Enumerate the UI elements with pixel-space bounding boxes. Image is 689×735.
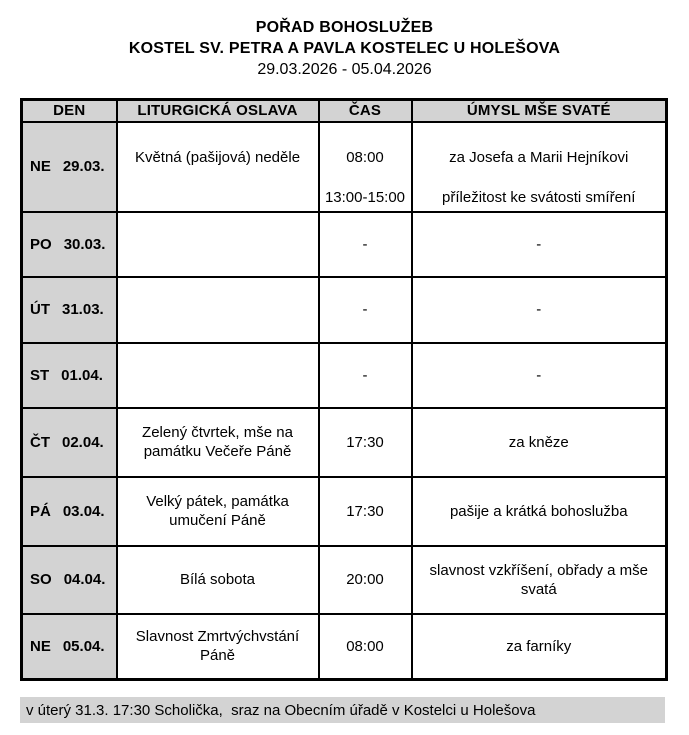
day-cell [22,343,117,408]
column-header-time: ČAS [319,100,412,122]
column-header-day: DEN [22,100,117,122]
day-abbr: SO [30,571,52,588]
intention-entry: příležitost ke svátosti smíření [442,188,636,206]
intention-cell: za farníky [412,614,667,680]
table-row-st-0104 [22,343,667,408]
day-cell [22,477,117,546]
table-row-ut-3103 [22,277,667,343]
time-entry: 13:00-15:00 [324,188,406,206]
table-row-ct-0204 [22,408,667,477]
day-date: 04.04. [63,571,106,588]
celebration-cell: Bílá sobota [117,546,319,614]
intention-entry: za Josefa a Marii Hejníkovi [449,148,629,166]
celebration-cell [117,122,319,212]
day-cell [22,408,117,477]
schedule-table [20,98,668,681]
time-cell: - [319,277,412,343]
document-header [0,0,689,80]
intention-cell: - [412,277,667,343]
celebration-cell: Zelený čtvrtek, mše na památku Večeře Páně [117,408,319,477]
time-cell: 08:00 [319,614,412,680]
celebration-cell [117,277,319,343]
day-cell [22,212,117,277]
day-abbr: ČT [30,433,50,451]
footer-note: v úterý 31.3. 17:30 Scholička, sraz na Obecním úřadě v Kostelci u Holešova [20,697,665,723]
day-date: 29.03. [62,158,105,175]
intention-cell [412,122,667,212]
intention-cell: za kněze [412,408,667,477]
day-date: 03.04. [62,502,105,520]
document-title: POŘAD BOHOSLUŽEB [255,19,434,36]
day-abbr: NE [30,158,51,175]
day-date: 30.03. [63,235,106,253]
day-date: 01.04. [61,366,103,384]
table-row-po-3003 [22,212,667,277]
date-range: 29.03.2026 - 05.04.2026 [257,61,432,78]
time-entry: 08:00 [346,148,384,166]
day-cell [22,277,117,343]
day-abbr: NE [30,637,51,655]
table-row-so-0404 [22,546,667,614]
celebration-cell [117,212,319,277]
time-cell: 20:00 [319,546,412,614]
day-date: 02.04. [62,433,104,451]
table-row-ne-2903 [22,122,667,212]
intention-cell: - [412,343,667,408]
table-row-pa-0304 [22,477,667,546]
day-date: 05.04. [62,637,105,655]
day-date: 31.03. [62,301,104,318]
intention-cell: slavnost vzkříšení, obřady a mše svatá [412,546,667,614]
intention-cell: - [412,212,667,277]
day-cell [22,122,117,212]
table-header-row [22,100,667,122]
celebration-text: Květná (pašijová) neděle [134,148,301,166]
day-abbr: PO [30,235,52,253]
time-cell [319,122,412,212]
column-header-intention: ÚMYSL MŠE SVATÉ [412,100,667,122]
day-cell [22,546,117,614]
day-cell [22,614,117,680]
time-cell: 17:30 [319,477,412,546]
table-row-ne-0504 [22,614,667,680]
celebration-cell: Velký pátek, památka umučení Páně [117,477,319,546]
column-header-celebration: LITURGICKÁ OSLAVA [117,100,319,122]
church-name: KOSTEL SV. PETRA A PAVLA KOSTELEC U HOLEŠOVA [128,40,561,57]
intention-cell: pašije a krátká bohoslužba [412,477,667,546]
day-abbr: ÚT [30,301,50,318]
celebration-cell [117,343,319,408]
celebration-cell: Slavnost Zmrtvýchvstání Páně [117,614,319,680]
time-cell: 17:30 [319,408,412,477]
day-abbr: ST [30,366,50,384]
time-cell: - [319,343,412,408]
time-cell: - [319,212,412,277]
day-abbr: PÁ [30,502,51,520]
